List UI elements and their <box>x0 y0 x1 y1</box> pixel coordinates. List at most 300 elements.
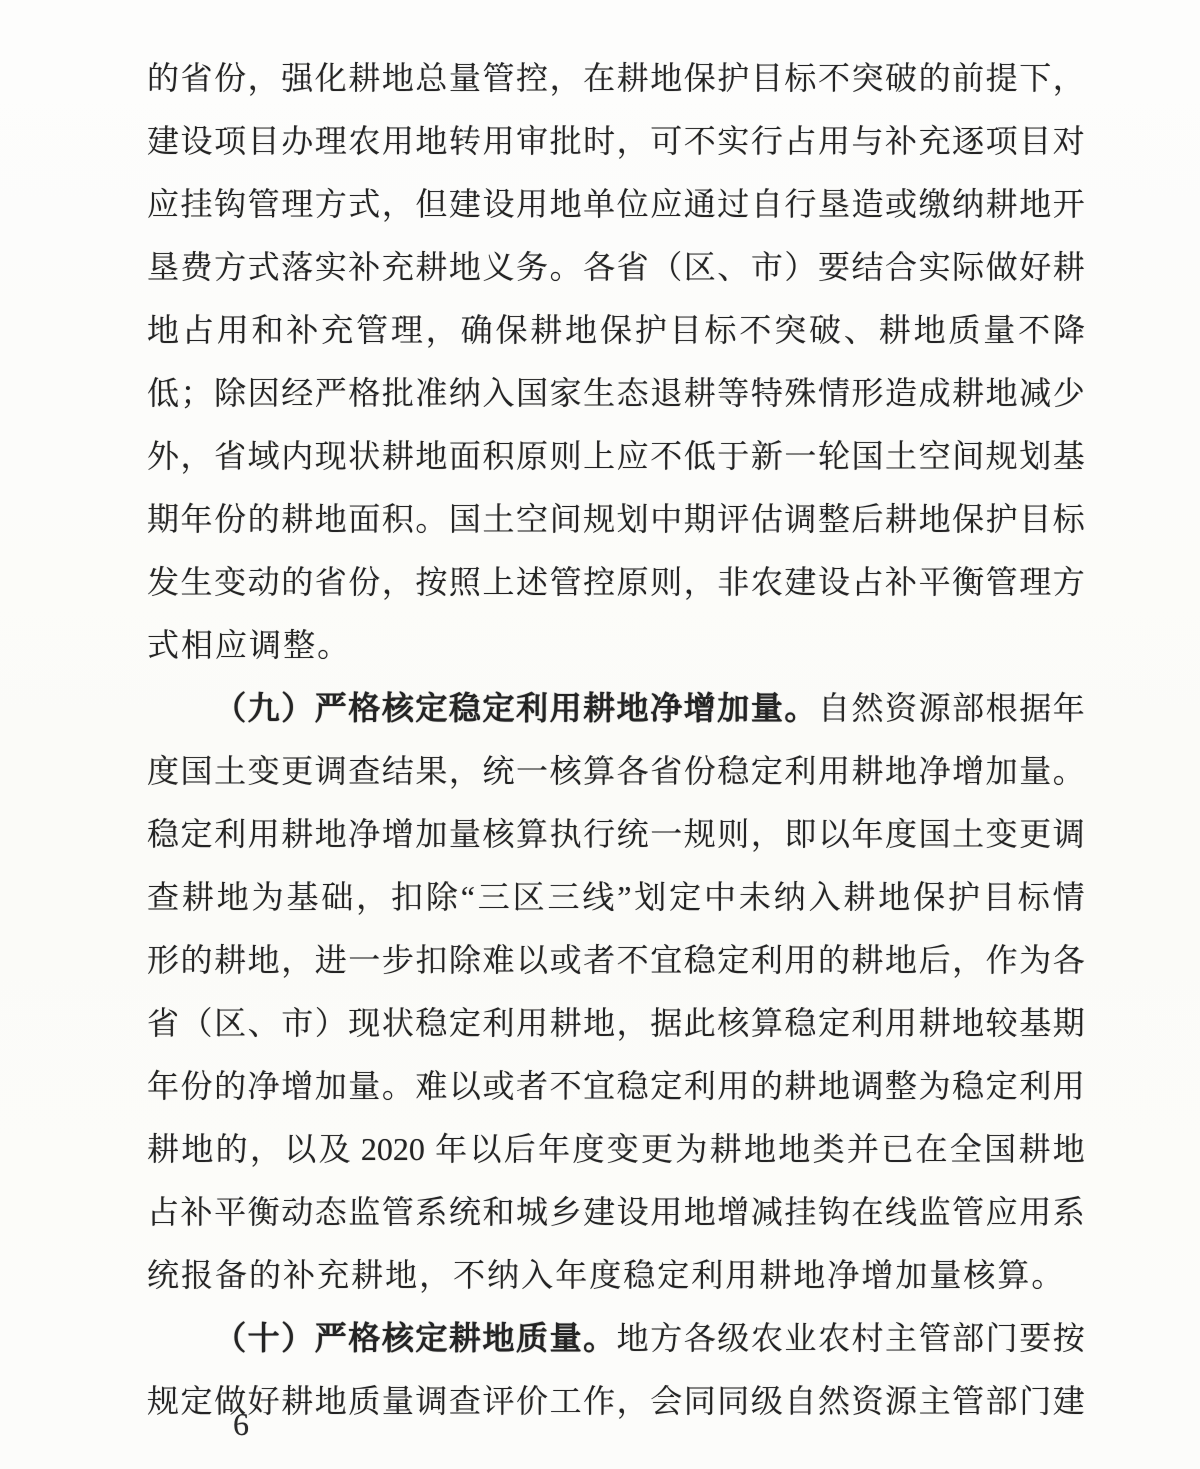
body-text: 定 <box>817 1004 850 1041</box>
body-text: 保 <box>599 311 632 348</box>
body-text: 耕 <box>709 1130 742 1167</box>
body-text: 后 <box>918 941 951 978</box>
body-text: 管 <box>985 563 1018 600</box>
body-text: 应 <box>650 185 683 222</box>
body-text: 积 <box>381 500 414 537</box>
body-text: 以 <box>817 815 850 852</box>
body-text: 义 <box>482 248 515 285</box>
body-text: 利 <box>1019 1067 1052 1104</box>
body-text: 在 <box>583 59 616 96</box>
body-text: 或 <box>482 1067 515 1104</box>
body-text: 低 <box>683 437 716 474</box>
body-text: 挂 <box>180 185 213 222</box>
body-text: 纳 <box>448 374 481 411</box>
body-text: 殊 <box>784 374 817 411</box>
body-text: 耕 <box>181 878 214 915</box>
body-text: 用 <box>717 1067 750 1104</box>
body-text: 净 <box>348 815 381 852</box>
body-text: 后 <box>503 1130 536 1167</box>
body-text: 利 <box>750 941 783 978</box>
body-text: 管 <box>918 1319 951 1356</box>
body-text: 以 <box>284 1130 317 1167</box>
emphasized-text: 严 <box>314 1319 347 1356</box>
body-text: 及 <box>318 1130 351 1167</box>
body-text: ， <box>616 122 649 159</box>
body-text <box>181 692 213 724</box>
body-text: 级 <box>750 1382 783 1419</box>
body-text: 行 <box>784 185 817 222</box>
body-text: 部 <box>952 1319 985 1356</box>
body-text: 量 <box>1019 752 1052 789</box>
body-text: 利 <box>214 815 247 852</box>
body-text: 土 <box>214 752 247 789</box>
body-text: 耕 <box>1052 248 1085 285</box>
body-text: 省 <box>180 59 213 96</box>
body-text: ， <box>249 1130 282 1167</box>
body-text: 占 <box>784 122 817 159</box>
body-text: 在 <box>851 1193 884 1230</box>
body-text: 用 <box>216 311 249 348</box>
body-text: 建 <box>147 122 180 159</box>
body-text: 加 <box>314 1067 347 1104</box>
body-text: 。 <box>549 248 582 285</box>
body-text: 地 <box>448 248 481 285</box>
emphasized-text: 地 <box>616 689 649 726</box>
body-text: 建 <box>583 1193 616 1230</box>
body-text: 用 <box>516 1004 549 1041</box>
body-text: 量 <box>983 311 1016 348</box>
body-text: 、 <box>247 1004 280 1041</box>
body-text: 算 <box>583 752 616 789</box>
body-text: 建 <box>448 185 481 222</box>
body-text: 国 <box>180 752 213 789</box>
body-text: 间 <box>549 500 582 537</box>
body-text: 更 <box>1019 815 1052 852</box>
body-text: 划 <box>616 500 649 537</box>
body-text: 于 <box>717 437 750 474</box>
body-text: 。 <box>1031 1256 1064 1293</box>
body-text: 地 <box>247 941 280 978</box>
text-line <box>147 172 1085 235</box>
body-text: 部 <box>952 689 985 726</box>
body-text: 述 <box>516 563 549 600</box>
body-text: 动 <box>247 563 280 600</box>
body-text: 各 <box>616 752 649 789</box>
body-text: 的 <box>180 941 213 978</box>
body-text: 全 <box>949 1130 982 1167</box>
body-text: ， <box>381 185 414 222</box>
body-text: 标 <box>1052 500 1085 537</box>
paragraph-continuation <box>147 46 1085 676</box>
body-text: 用 <box>885 1004 918 1041</box>
body-text: 际 <box>952 248 985 285</box>
text-line <box>147 1306 1085 1369</box>
body-text: 即 <box>784 815 817 852</box>
body-text: ， <box>1052 59 1085 96</box>
text-line <box>147 865 1085 928</box>
body-text: 量 <box>929 1256 962 1293</box>
body-text: 工 <box>549 1382 582 1419</box>
body-text: 实 <box>918 248 951 285</box>
body-text: 设 <box>180 122 213 159</box>
emphasized-text: 。 <box>583 1319 616 1356</box>
body-text: 的 <box>215 1130 248 1167</box>
body-text: 部 <box>985 1382 1018 1419</box>
body-text: 农 <box>817 1319 850 1356</box>
body-text: 各 <box>683 1319 716 1356</box>
body-text: 衡 <box>247 1193 280 1230</box>
emphasized-text: 耕 <box>583 689 616 726</box>
body-text: 地 <box>385 1256 418 1293</box>
body-text: ， <box>549 59 582 96</box>
body-text: 理 <box>314 122 347 159</box>
body-text: 化 <box>314 59 347 96</box>
body-text: 地 <box>817 1067 850 1104</box>
body-text: 生 <box>583 374 616 411</box>
body-text: 核 <box>482 815 515 852</box>
body-text: 非 <box>717 563 750 600</box>
body-text: 作 <box>583 1382 616 1419</box>
body-text: 耕 <box>549 1004 582 1041</box>
body-text: 地 <box>1019 185 1052 222</box>
body-text: 过 <box>717 185 750 222</box>
body-text: 地 <box>381 59 414 96</box>
emphasized-text: 加 <box>717 689 750 726</box>
body-text: 稳 <box>415 1004 448 1041</box>
body-text: 管 <box>356 311 389 348</box>
body-text: 情 <box>1052 878 1085 915</box>
body-text: 净 <box>827 1256 860 1293</box>
body-text: 省 <box>147 1004 180 1041</box>
text-line <box>147 550 1085 613</box>
body-text: 量 <box>381 1382 414 1419</box>
text-line <box>147 487 1085 550</box>
emphasized-text: ） <box>281 1319 314 1356</box>
body-text: 减 <box>1019 374 1052 411</box>
body-text: 整 <box>283 626 316 663</box>
body-text: 强 <box>281 59 314 96</box>
body-text: 家 <box>549 374 582 411</box>
body-text: 耕 <box>851 941 884 978</box>
text-line <box>147 424 1085 487</box>
body-text: 自 <box>784 1382 817 1419</box>
body-text: 增 <box>381 815 414 852</box>
body-text: 者 <box>516 1067 549 1104</box>
body-text: 除 <box>448 941 481 978</box>
body-text: 不 <box>650 437 683 474</box>
body-text: 利 <box>683 1067 716 1104</box>
body-text: 原 <box>516 437 549 474</box>
body-text: 农 <box>348 122 381 159</box>
body-text: ， <box>281 941 314 978</box>
body-text: 较 <box>985 1004 1018 1041</box>
body-text: 不 <box>616 941 649 978</box>
body-text: 稳 <box>616 1067 649 1104</box>
body-text: 地 <box>985 374 1018 411</box>
body-text: 面 <box>448 437 481 474</box>
body-text: 提 <box>985 59 1018 96</box>
body-text: 年 <box>180 500 213 537</box>
body-text: 国 <box>918 815 951 852</box>
body-text: 并 <box>846 1130 879 1167</box>
body-text: 办 <box>281 122 314 159</box>
body-text: ， <box>952 941 985 978</box>
body-text: 整 <box>885 1067 918 1104</box>
body-text: 态 <box>314 1193 347 1230</box>
body-text: 。 <box>1052 752 1085 789</box>
body-text: 保 <box>495 311 528 348</box>
body-text: 因 <box>247 374 280 411</box>
body-text: 加 <box>415 815 448 852</box>
body-text: ， <box>247 59 280 96</box>
body-text: 用 <box>1019 1193 1052 1230</box>
body-text: 用 <box>1052 1067 1085 1104</box>
body-text: 份 <box>683 752 716 789</box>
text-line <box>147 1117 1085 1180</box>
body-text: 设 <box>482 185 515 222</box>
emphasized-text: 。 <box>784 689 817 726</box>
body-text: 管 <box>952 1193 985 1230</box>
body-text: 动 <box>281 1193 314 1230</box>
text-line <box>147 1369 1085 1432</box>
body-text: 式 <box>348 185 381 222</box>
body-text: 增 <box>281 1067 314 1104</box>
body-text: 为 <box>918 1067 951 1104</box>
body-text: 方 <box>1052 563 1085 600</box>
body-text: 资 <box>885 689 918 726</box>
body-text: 保 <box>683 59 716 96</box>
body-text: 规 <box>147 1382 180 1419</box>
body-text: 期 <box>683 500 716 537</box>
paragraph-item-9 <box>147 676 1085 1306</box>
body-text: 量 <box>448 59 481 96</box>
text-line <box>147 613 1085 676</box>
body-text: 统 <box>448 1193 481 1230</box>
body-text: 。 <box>415 500 448 537</box>
body-text: 耕 <box>683 374 716 411</box>
body-text: 补 <box>348 248 381 285</box>
body-text: ， <box>381 563 414 600</box>
body-text: 定 <box>180 1382 213 1419</box>
body-text: 评 <box>482 1382 515 1419</box>
body-text: 份 <box>214 500 247 537</box>
body-text: 地 <box>1052 1130 1085 1167</box>
body-text: 缴 <box>918 185 951 222</box>
body-text: 国 <box>851 437 884 474</box>
body-text: 估 <box>750 500 783 537</box>
emphasized-text: 利 <box>516 689 549 726</box>
body-text: 划 <box>1019 437 1052 474</box>
body-text: 一 <box>348 941 381 978</box>
emphasized-text: 格 <box>348 689 381 726</box>
body-text: 衡 <box>952 563 985 600</box>
body-text: 利 <box>691 1256 724 1293</box>
body-text: 理 <box>390 311 423 348</box>
body-text: 为 <box>1019 941 1052 978</box>
body-text: 根 <box>985 689 1018 726</box>
text-line <box>147 802 1085 865</box>
body-text: 同 <box>717 1382 750 1419</box>
body-text: 耕 <box>784 1067 817 1104</box>
body-text: 核 <box>963 1256 996 1293</box>
body-text: 国 <box>448 500 481 537</box>
body-text: 或 <box>549 941 582 978</box>
body-text: 地 <box>778 1130 811 1167</box>
body-text: 地 <box>918 500 951 537</box>
body-text: 好 <box>247 1382 280 1419</box>
body-text: 控 <box>516 59 549 96</box>
body-text: 充 <box>321 311 354 348</box>
body-text: 挂 <box>784 1193 817 1230</box>
body-text: 确 <box>460 311 493 348</box>
body-text: 批 <box>549 122 582 159</box>
body-text: 整 <box>817 500 850 537</box>
body-text: 村 <box>851 1319 884 1356</box>
body-text: 源 <box>918 689 951 726</box>
body-text: 做 <box>985 248 1018 285</box>
body-text: 的 <box>247 500 280 537</box>
body-text: 耕 <box>348 59 381 96</box>
body-text: 式 <box>247 248 280 285</box>
body-text: 占 <box>851 563 884 600</box>
body-text: 一 <box>516 752 549 789</box>
body-text: 门 <box>985 1319 1018 1356</box>
body-text: 加 <box>985 752 1018 789</box>
text-line <box>147 235 1085 298</box>
body-text: 耕 <box>878 311 911 348</box>
text-line <box>147 1054 1085 1117</box>
body-text: 管 <box>247 185 280 222</box>
body-text: 算 <box>997 1256 1030 1293</box>
body-text: 管 <box>549 563 582 600</box>
body-text: （ <box>180 1004 213 1041</box>
body-text: 度 <box>147 752 180 789</box>
body-text <box>147 692 179 724</box>
body-text: 状 <box>381 1004 414 1041</box>
body-text: 垦 <box>147 248 180 285</box>
body-text: 钩 <box>214 185 247 222</box>
emphasized-text: 地 <box>482 1319 515 1356</box>
body-text: 准 <box>415 374 448 411</box>
body-text: 入 <box>521 1256 554 1293</box>
body-text: 宜 <box>583 1067 616 1104</box>
body-text: 破 <box>885 59 918 96</box>
body-text: 耕 <box>843 878 876 915</box>
body-text: 除 <box>425 878 458 915</box>
body-text: 地 <box>216 878 249 915</box>
body-text: 地 <box>952 1004 985 1041</box>
body-text: 据 <box>650 1004 683 1041</box>
body-text: 原 <box>616 563 649 600</box>
body-text: 主 <box>918 1382 951 1419</box>
body-text: 土 <box>885 437 918 474</box>
body-text: 期 <box>1052 1004 1085 1041</box>
body-text: 扣 <box>415 941 448 978</box>
body-text: 增 <box>717 1193 750 1230</box>
emphasized-text: （ <box>214 689 247 726</box>
body-text: 管 <box>952 1382 985 1419</box>
body-text: 建 <box>784 563 817 600</box>
body-text: 通 <box>683 185 716 222</box>
body-text: 度 <box>589 1256 622 1293</box>
body-text: 造 <box>851 185 884 222</box>
body-text: 度 <box>885 815 918 852</box>
body-text: 行 <box>750 122 783 159</box>
body-text: 垦 <box>817 185 850 222</box>
body-text: 应 <box>616 437 649 474</box>
body-text: 项 <box>985 122 1018 159</box>
body-text: 态 <box>616 374 649 411</box>
body-text: 扣 <box>391 878 424 915</box>
emphasized-text: 十 <box>247 1319 280 1356</box>
body-text: 稳 <box>784 1004 817 1041</box>
body-text: 质 <box>348 1382 381 1419</box>
body-text: 耕 <box>214 941 247 978</box>
body-text: 入 <box>482 374 515 411</box>
body-text: 耕 <box>281 1382 314 1419</box>
body-text: 资 <box>851 1382 884 1419</box>
body-text: 管 <box>381 1193 414 1230</box>
body-text: ） <box>784 248 817 285</box>
body-text: 调 <box>249 626 282 663</box>
body-text: 护 <box>985 500 1018 537</box>
body-text: 纳 <box>952 185 985 222</box>
body-text: 等 <box>717 374 750 411</box>
body-text: 变 <box>247 752 280 789</box>
body-text: 时 <box>583 122 616 159</box>
body-text: 地 <box>743 1130 776 1167</box>
body-text: 总 <box>415 59 448 96</box>
body-text: 在 <box>915 1130 948 1167</box>
body-text: 标 <box>1017 878 1050 915</box>
body-text: 不 <box>453 1256 486 1293</box>
body-text: 年 <box>555 1256 588 1293</box>
body-text: 以 <box>448 1067 481 1104</box>
body-text: 果 <box>415 752 448 789</box>
body-text: 空 <box>516 500 549 537</box>
body-text: 源 <box>885 1382 918 1419</box>
body-text: 城 <box>516 1193 549 1230</box>
body-text: 市 <box>750 248 783 285</box>
body-text: 减 <box>750 1193 783 1230</box>
body-text: 调 <box>415 1382 448 1419</box>
body-text: 核 <box>717 1004 750 1041</box>
body-text: 形 <box>851 374 884 411</box>
body-text: 年 <box>435 1130 468 1167</box>
body-text: 设 <box>616 1193 649 1230</box>
body-text: 中 <box>703 878 736 915</box>
body-text: 间 <box>952 437 985 474</box>
body-text: 标 <box>704 311 737 348</box>
body-text: 的 <box>750 1067 783 1104</box>
body-text: 加 <box>895 1256 928 1293</box>
body-text: 统 <box>482 752 515 789</box>
body-text: 区 <box>683 248 716 285</box>
body-text: 耕 <box>415 248 448 285</box>
body-text: 宜 <box>650 941 683 978</box>
body-text: 逐 <box>952 122 985 159</box>
body-text: ， <box>356 878 389 915</box>
body-text: 则 <box>717 815 750 852</box>
body-text: 地 <box>314 815 347 852</box>
body-text: 补 <box>885 563 918 600</box>
body-text: 份 <box>180 1067 213 1104</box>
body-text: 与 <box>851 122 884 159</box>
body-text: 调 <box>314 752 347 789</box>
body-text: ， <box>448 752 481 789</box>
body-text: 耕 <box>616 59 649 96</box>
body-text: 积 <box>482 437 515 474</box>
